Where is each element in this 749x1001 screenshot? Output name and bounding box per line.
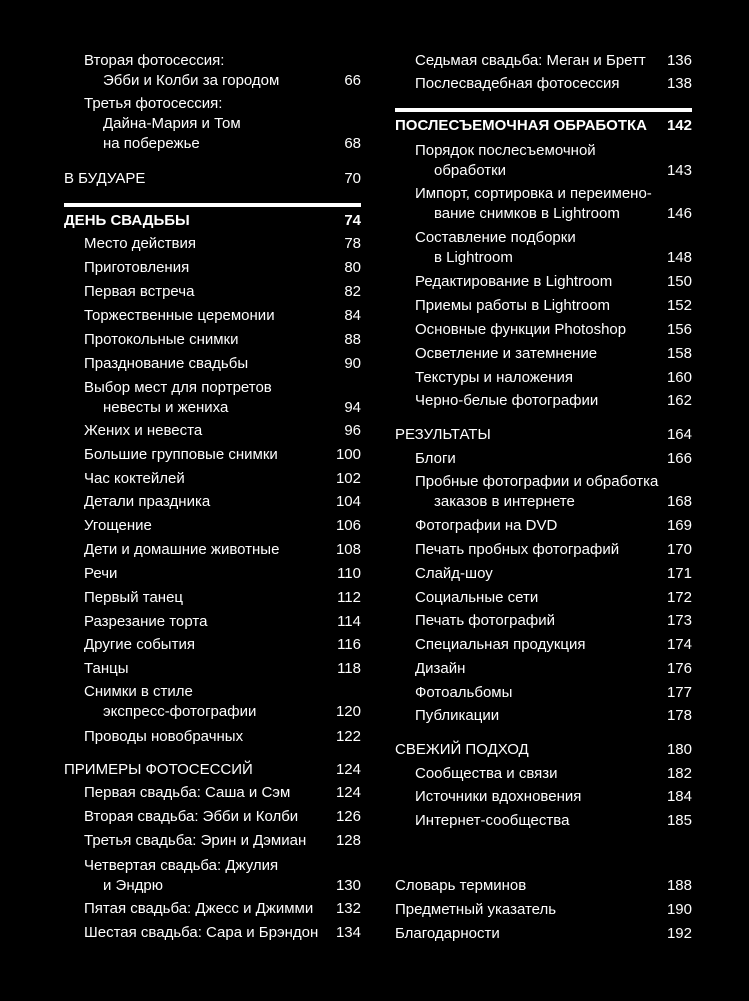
entry-title: Фотоальбомы	[415, 684, 513, 701]
entry-title: Благодарности	[395, 925, 500, 942]
entry-title-continued: Эбби и Колби за городом	[103, 72, 280, 89]
entry-title: Выбор мест для портретов	[84, 379, 272, 396]
toc-entry	[84, 469, 361, 489]
page-number: 134	[335, 924, 361, 941]
toc-part	[395, 924, 692, 944]
toc-entry	[84, 831, 361, 851]
toc-entry	[84, 588, 361, 608]
entry-title: Речи	[84, 565, 118, 582]
page-number: 184	[666, 788, 692, 805]
toc-entry	[415, 764, 692, 784]
entry-title: Вторая фотосессия:	[84, 52, 225, 69]
page-number: 174	[666, 636, 692, 653]
entry-title: Порядок послесъемочной	[415, 142, 596, 159]
entry-title-continued: вание снимков в Lightroom	[434, 205, 620, 222]
page-number: 192	[666, 925, 692, 942]
page-number: 190	[666, 901, 692, 918]
entry-title: Протокольные снимки	[84, 331, 239, 348]
entry-title: В БУДУАРЕ	[64, 170, 146, 187]
toc-entry	[415, 659, 692, 679]
entry-title: Торжественные церемонии	[84, 307, 275, 324]
toc-part	[395, 425, 692, 445]
page-number: 96	[344, 422, 361, 439]
toc-entry	[84, 421, 361, 441]
entry-title-continued: в Lightroom	[434, 249, 513, 266]
page-number: 188	[666, 877, 692, 894]
toc-entry	[415, 516, 692, 536]
toc-entry	[415, 296, 692, 316]
page-number: 112	[337, 589, 361, 606]
page-number: 182	[666, 765, 692, 782]
entry-title: Интернет-сообщества	[415, 812, 570, 829]
toc-section	[395, 116, 692, 136]
toc-entry	[84, 899, 361, 919]
toc-entry	[84, 516, 361, 536]
page-number: 124	[335, 784, 361, 801]
page-number: 110	[337, 565, 361, 582]
toc-entry	[415, 611, 692, 631]
entry-title: Предметный указатель	[395, 901, 557, 918]
toc-part	[395, 740, 692, 760]
toc-entry	[84, 682, 361, 722]
section-rule	[64, 203, 361, 207]
entry-title: Другие события	[84, 636, 195, 653]
entry-title-continued: заказов в интернете	[434, 493, 575, 510]
page-number: 171	[666, 565, 692, 582]
toc-part	[395, 900, 692, 920]
toc-entry	[84, 282, 361, 302]
page-number: 156	[666, 321, 692, 338]
toc-entry	[84, 727, 361, 747]
page-number: 100	[335, 446, 361, 463]
toc-entry	[84, 923, 361, 943]
toc-entry	[84, 378, 361, 418]
page-number: 146	[666, 205, 692, 222]
page-number: 78	[344, 235, 361, 252]
toc-entry	[84, 564, 361, 584]
page-number: 160	[666, 369, 692, 386]
page-number: 68	[344, 135, 361, 152]
page-number: 90	[344, 355, 361, 372]
entry-title-continued: Дайна-Мария и Том	[103, 115, 241, 132]
page-number: 66	[344, 72, 361, 89]
entry-title: Импорт, сортировка и переимено-	[415, 185, 652, 202]
toc-entry	[84, 306, 361, 326]
toc-entry	[84, 612, 361, 632]
entry-title: Седьмая свадьба: Меган и Бретт	[415, 52, 646, 69]
entry-title: ДЕНЬ СВАДЬБЫ	[64, 212, 190, 229]
entry-title: Четвертая свадьба: Джулия	[84, 857, 279, 874]
entry-title: Словарь терминов	[395, 877, 527, 894]
toc-entry	[415, 74, 692, 94]
page-number: 128	[335, 832, 361, 849]
page-number: 143	[666, 162, 692, 179]
toc-entry	[415, 635, 692, 655]
entry-title: Фотографии на DVD	[415, 517, 558, 534]
page-number: 148	[666, 249, 692, 266]
entry-title: Пробные фотографии и обработка	[415, 473, 659, 490]
entry-title: Вторая свадьба: Эбби и Колби	[84, 808, 299, 825]
entry-title: РЕЗУЛЬТАТЫ	[395, 426, 491, 443]
page-number: 173	[666, 612, 692, 629]
toc-entry	[415, 811, 692, 831]
entry-title: Блоги	[415, 450, 456, 467]
toc-entry	[415, 449, 692, 469]
entry-title-continued: экспресс-фотографии	[103, 703, 257, 720]
toc-entry	[415, 683, 692, 703]
toc-entry	[415, 706, 692, 726]
entry-title: ПРИМЕРЫ ФОТОСЕССИЙ	[64, 761, 253, 778]
toc-entry	[84, 258, 361, 278]
page-number: 116	[337, 636, 361, 653]
toc-entry	[84, 492, 361, 512]
toc-entry	[84, 635, 361, 655]
page-number: 176	[666, 660, 692, 677]
page-number: 104	[335, 493, 361, 510]
toc-entry	[84, 445, 361, 465]
entry-title: Дети и домашние животные	[84, 541, 280, 558]
page-number: 70	[344, 170, 361, 187]
page-number: 152	[666, 297, 692, 314]
page-number: 118	[337, 660, 361, 677]
toc-entry	[84, 354, 361, 374]
page-number: 74	[344, 212, 361, 229]
page-number: 114	[337, 613, 361, 630]
toc-entry	[84, 540, 361, 560]
toc-entry	[84, 330, 361, 350]
entry-title: Третья свадьба: Эрин и Дэмиан	[84, 832, 307, 849]
entry-title: Слайд-шоу	[415, 565, 493, 582]
entry-title: Специальная продукция	[415, 636, 586, 653]
page-number: 108	[335, 541, 361, 558]
toc-entry	[415, 320, 692, 340]
toc-entry	[84, 783, 361, 803]
entry-title: Редактирование в Lightroom	[415, 273, 613, 290]
page-number: 122	[335, 728, 361, 745]
entry-title: Приемы работы в Lightroom	[415, 297, 611, 314]
entry-title: Публикации	[415, 707, 500, 724]
entry-title: Шестая свадьба: Сара и Брэндон	[84, 924, 319, 941]
entry-title: Место действия	[84, 235, 197, 252]
page-number: 106	[335, 517, 361, 534]
page-number: 132	[335, 900, 361, 917]
page-number: 164	[666, 426, 692, 443]
page-number: 102	[335, 470, 361, 487]
entry-title: Третья фотосессия:	[84, 95, 223, 112]
entry-title: Празднование свадьбы	[84, 355, 249, 372]
entry-title: Приготовления	[84, 259, 190, 276]
toc-entry	[84, 94, 361, 154]
page-number: 178	[666, 707, 692, 724]
toc-entry	[84, 659, 361, 679]
page-number: 136	[666, 52, 692, 69]
page-number: 166	[666, 450, 692, 467]
toc-entry	[415, 787, 692, 807]
page-number: 120	[335, 703, 361, 720]
toc-entry	[84, 51, 361, 91]
toc-entry	[415, 272, 692, 292]
toc-entry	[415, 344, 692, 364]
page-number: 169	[666, 517, 692, 534]
entry-title: Первый танец	[84, 589, 184, 606]
entry-title: Послесвадебная фотосессия	[415, 75, 620, 92]
entry-title: Снимки в стиле	[84, 683, 193, 700]
entry-title: Большие групповые снимки	[84, 446, 278, 463]
entry-title: Танцы	[84, 660, 129, 677]
entry-title: Печать пробных фотографий	[415, 541, 620, 558]
page-number: 162	[666, 392, 692, 409]
page-number: 84	[344, 307, 361, 324]
entry-title: Социальные сети	[415, 589, 539, 606]
toc-entry	[415, 51, 692, 71]
entry-title: Пятая свадьба: Джесс и Джимми	[84, 900, 314, 917]
entry-title: Жених и невеста	[84, 422, 203, 439]
toc-entry	[415, 184, 692, 224]
toc-entry	[84, 856, 361, 896]
toc-entry	[415, 540, 692, 560]
entry-title-continued: обработки	[434, 162, 507, 179]
entry-title: Источники вдохновения	[415, 788, 582, 805]
entry-title: Проводы новобрачных	[84, 728, 244, 745]
page-number: 124	[335, 761, 361, 778]
entry-title: Черно-белые фотографии	[415, 392, 599, 409]
page-number: 138	[666, 75, 692, 92]
page-number: 130	[335, 877, 361, 894]
entry-title: Первая встреча	[84, 283, 195, 300]
toc-entry	[415, 391, 692, 411]
entry-title: Печать фотографий	[415, 612, 555, 629]
page-number: 80	[344, 259, 361, 276]
page-number: 126	[335, 808, 361, 825]
entry-title: Сообщества и связи	[415, 765, 558, 782]
toc-entry	[415, 228, 692, 268]
page-number: 168	[666, 493, 692, 510]
page-number: 158	[666, 345, 692, 362]
page-number: 185	[666, 812, 692, 829]
toc-entry	[84, 234, 361, 254]
page-number: 170	[666, 541, 692, 558]
entry-title-continued: и Эндрю	[103, 877, 163, 894]
page-number: 82	[344, 283, 361, 300]
entry-title: Разрезание торта	[84, 613, 208, 630]
page-number: 142	[666, 117, 692, 134]
entry-title-continued: невесты и жениха	[103, 399, 229, 416]
entry-title: Детали праздника	[84, 493, 211, 510]
toc-section	[64, 211, 361, 231]
toc-part	[64, 760, 361, 780]
entry-title: Первая свадьба: Саша и Сэм	[84, 784, 291, 801]
toc-entry	[415, 588, 692, 608]
page-number: 150	[666, 273, 692, 290]
entry-title: СВЕЖИЙ ПОДХОД	[395, 741, 529, 758]
page-number: 172	[666, 589, 692, 606]
toc-entry	[415, 368, 692, 388]
toc-part	[64, 169, 361, 189]
page-number: 94	[344, 399, 361, 416]
entry-title: Осветление и затемнение	[415, 345, 598, 362]
entry-title: Час коктейлей	[84, 470, 185, 487]
toc-entry	[415, 564, 692, 584]
section-rule	[395, 108, 692, 112]
page-number: 177	[666, 684, 692, 701]
toc-entry	[415, 141, 692, 181]
page-number: 180	[666, 741, 692, 758]
entry-title: Дизайн	[415, 660, 466, 677]
toc-entry	[84, 807, 361, 827]
toc-part	[395, 876, 692, 896]
entry-title: Основные функции Photoshop	[415, 321, 627, 338]
entry-title-continued: на побережье	[103, 135, 200, 152]
entry-title: Угощение	[84, 517, 152, 534]
page-number: 88	[344, 331, 361, 348]
toc-entry	[415, 472, 692, 512]
entry-title: Текстуры и наложения	[415, 369, 573, 386]
entry-title: ПОСЛЕСЪЕМОЧНАЯ ОБРАБОТКА	[395, 117, 648, 134]
entry-title: Составление подборки	[415, 229, 576, 246]
